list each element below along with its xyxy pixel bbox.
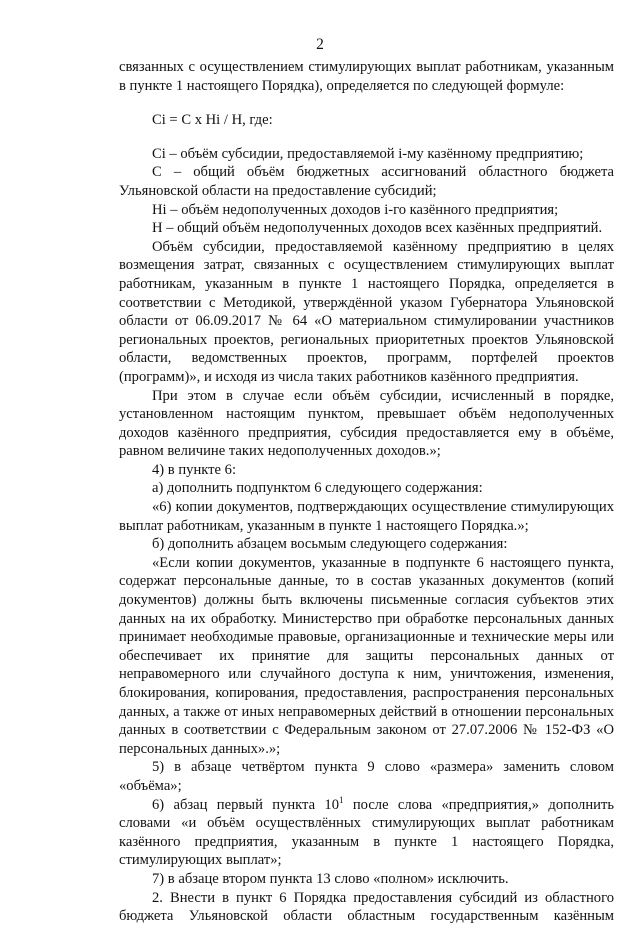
item-4a: а) дополнить подпунктом 6 следующего содержания: — [152, 480, 483, 497]
definition-hi: Hi – объём недополученных доходов i-го казённого предприятия; — [152, 201, 559, 218]
item-7: 7) в абзаце втором пункта 13 слово «полном» исключить. — [152, 870, 509, 887]
document-body — [119, 58, 614, 926]
section-2: 2. Внести в пункт 6 Порядка предоставления субсидий из областного бюджета Ульяновской области областным государственным казённым — [119, 889, 614, 925]
item-4b: б) дополнить абзацем восьмым следующего содержания: — [152, 536, 508, 553]
formula: Ci = C x Hi / H, где: — [152, 112, 273, 129]
paragraph-subsidy-limit: При этом в случае если объём субсидии, исчисленный в порядке, установленном настоящим пунктом, превышает объём недополученных доходов казённого предприятия, субсидия предоставляется ему в объёме, равном величине таких недополученных доходов.»; — [119, 387, 614, 460]
paragraph-subsidy-volume: Объём субсидии, предоставляемой казённому предприятию в целях возмещения затрат, связанных с осуществлением стимулирующих выплат работникам, указанным в пункте 1 настоящего Порядка, определяется в соответствии с Методикой, утверждённой указом Губернатора Ульяновской области от 06.09.2017 № 64 «О материальном стимулировании участников региональных проектов, региональных приоритетных проектов Ульяновской области, ведомственных проектов, программ, портфелей проектов (программ)», и исходя из числа таких работников казённого предприятия. — [119, 238, 614, 385]
item-5: 5) в абзаце четвёртом пункта 9 слово «размера» заменить словом «объёма»; — [119, 759, 614, 794]
item-6 — [119, 796, 614, 870]
paragraph-formula-intro: связанных с осуществлением стимулирующих выплат работникам, указанным в пункте 1 настоящего Порядка), определяется по следующей формуле: — [119, 59, 614, 94]
definition-ci: Ci – объём субсидии, предоставляемой i-му казённому предприятию; — [152, 145, 584, 162]
item-6-after: после слова «предприятия,» дополнить словами «и объём осуществлённых стимулирующих выплат работникам казённого предприятия, указанным в пункте 1 настоящего Порядка, стимулирующих выплат»; — [119, 796, 614, 869]
page-number: 2 — [316, 36, 324, 53]
item-6-before: 6) абзац первый пункта 10 — [152, 796, 340, 813]
item-4-heading: 4) в пункте 6: — [152, 461, 237, 478]
item-4b-text: «Если копии документов, указанные в подпункте 6 настоящего пункта, содержат персональные данные, то в состав указанных документов (копий документов) должны быть включены письменные согласия субъектов этих данных на их обработку. Министерство при обработке персональных данных принимает необходимые правовые, организационные и технические меры или обеспечивает их принятие для защиты персональных данных от неправомерного или случайного доступа к ним, уничтожения, изменения, блокирования, копирования, предоставления, распространения персональных данных, а также от иных неправомерных действий в отношении персональных данных в соответствии с Федеральным законом от 27.07.2006 № 152-ФЗ «О персональных данных».»; — [119, 554, 614, 757]
definition-h: Н – общий объём недополученных доходов всех казённых предприятий. — [152, 220, 603, 237]
item-4a-text: «6) копии документов, подтверждающих осуществление стимулирующих выплат работникам, указанным в пункте 1 настоящего Порядка.»; — [119, 499, 614, 534]
item-6-superscript: 1 — [339, 794, 344, 805]
definition-c: С – общий объём бюджетных ассигнований областного бюджета Ульяновской области на предоставление субсидий; — [119, 164, 614, 199]
